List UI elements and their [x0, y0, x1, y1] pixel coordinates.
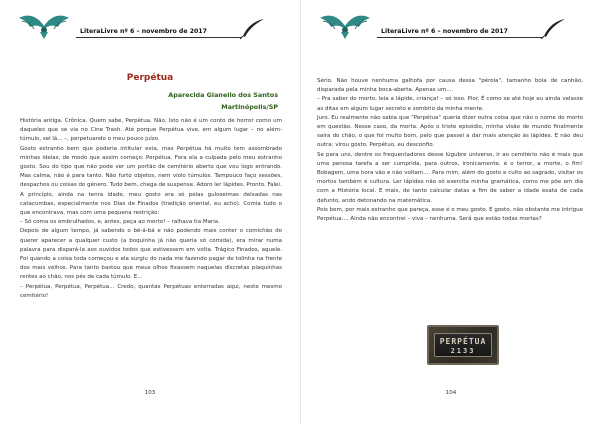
plaque-number: 2133	[450, 347, 476, 355]
article-body	[20, 117, 282, 301]
page-header	[10, 12, 290, 42]
article-body	[317, 77, 583, 224]
paragraph: Pois bem, por mais estranho que pareça, esse é o meu gosto. E gosto, não obstante me intrigue Perpétua.... Ainda não encontrei – viva – nenhuma. Será que estão todas mortas?	[317, 206, 583, 223]
winged-emblem-icon	[18, 12, 70, 40]
paragraph: Depois de algum tempo, já sabendo o bê-á-bá e não podendo mais conter o comichão do querer aparecer a qualquer custo (a boquinha já não queria só comida), era mirar numa palavra para dispará-la aos ouvidos todos que estivessem em volta. Trágico Finados, aquele. Foi quando a coisa toda começou e ela surgiu do nada me fazendo pagar de tolinha na frente dos mais velhos. Para tanto bastou que meus olhos fixassem naquelas discretas plaquinhas rentes ao chão, nos pés de cada túmulo. E...	[20, 228, 282, 281]
right-page	[300, 0, 600, 424]
winged-emblem-icon	[319, 12, 371, 40]
quill-pen-icon	[539, 18, 567, 40]
grave-plaque-photo	[427, 325, 499, 365]
page-number: 104	[445, 390, 457, 396]
paragraph: – Pra saber do morto, leia a lápide, criança! – só isso. Pior. É como se até hoje eu ainda velasse as ditas em algum lugar secreto e sombrio da minha mente.	[317, 96, 583, 112]
paragraph: História antiga. Crônica. Quem sabe, Perpétua. Não. Isto não é um conto de horror como um daqueles que se via no Cine Trash. Até porque Perpétua vive, em algum lugar – no além-túmulo, sei lá... –, perpetuando o meu pouco juízo.	[20, 118, 282, 143]
paragraph: – Só coma os embrulhados, e, antes, peça ao morto! – ralhava tia Maria.	[20, 219, 220, 226]
header-divider	[76, 37, 241, 38]
paragraph: – Perpétua, Perpétua, Perpétua... Credo, quantas Perpétuas enterradas aqui, neste mesmo cemitério!	[20, 283, 282, 299]
header-title: LiteraLivre nº 6 – novembro de 2017	[80, 28, 207, 35]
plaque	[434, 333, 492, 357]
quill-pen-icon	[238, 18, 266, 40]
article-title: Perpétua	[126, 73, 174, 83]
page-number: 103	[144, 390, 156, 396]
paragraph: Se para uns, dentre os frequentadores desse lúgubre universo, ir ao cemitério não é mais que uma penosa tarefa a ser cumprida, para outros, ironicamente, é o terror, a morte, o fim! Bobagem, uma hora vão e não voltam.... Para mim, além do gosto e culto ao sagrado, visitar os mortos também é cultura. Ler lápides não só exercita minha gramática, como me põe em dia com a História local. E mais, de tanto calcular datas a fim de saber a idade exata de cada defunto, ando detonando na matemática.	[317, 151, 583, 204]
paragraph: A princípio, ainda na tenra idade, meu gosto era só pelas guloseimas deixadas nas catacumbas, especialmente nos Dias de Finados (tradição oriental, eu acho). Comia tudo o que encontrava, mas com uma pequena restrição:	[20, 191, 282, 217]
page-header	[311, 12, 591, 42]
paragraph: Sério. Não houve nenhuma galhofa por causa dessa "pérola", tamanho bola de canhão, disparada pela minha boca-aberta. Apenas um....	[317, 78, 583, 94]
header-title: LiteraLivre nº 6 – novembro de 2017	[381, 28, 508, 35]
paragraph: Juro. Eu realmente não sabia que "Perpétua" queria dizer outra coisa que não o nome do morto em questão. Nesse caso, da morta. Após o triste episódio, minha visão de mundo finalmente saíra do chão, o que foi muito bom, pelo que passei a dar mais atenção às lápides. E não deu outra: virou gosto. Perpétuo, eu desconfio.	[317, 114, 583, 149]
header-divider	[377, 37, 542, 38]
author-location: Martinópolis/SP	[221, 103, 278, 111]
paragraph: Gosto estranho bem que poderia intitular esta, mas Perpétua há muito tem assombrado minhas ideias, de modo que assim começo: Perpétua. Fora ela a culpada pelo meu estranho gosto. Sou do tipo que não pode ver um portão de cemitério aberto que vou logo entrando. Mas calma, não é para tanto. Não furto objetos, nem violo túmulos. Tampouco faço sessões, despachos ou coisas do gênero. Tudo bem, chega de suspense. Adoro ler lápides. Pronto. Falei.	[20, 145, 282, 189]
article-author: Aparecida Gianello dos Santos	[168, 91, 278, 99]
plaque-name: PERPÉTUA	[439, 337, 487, 346]
